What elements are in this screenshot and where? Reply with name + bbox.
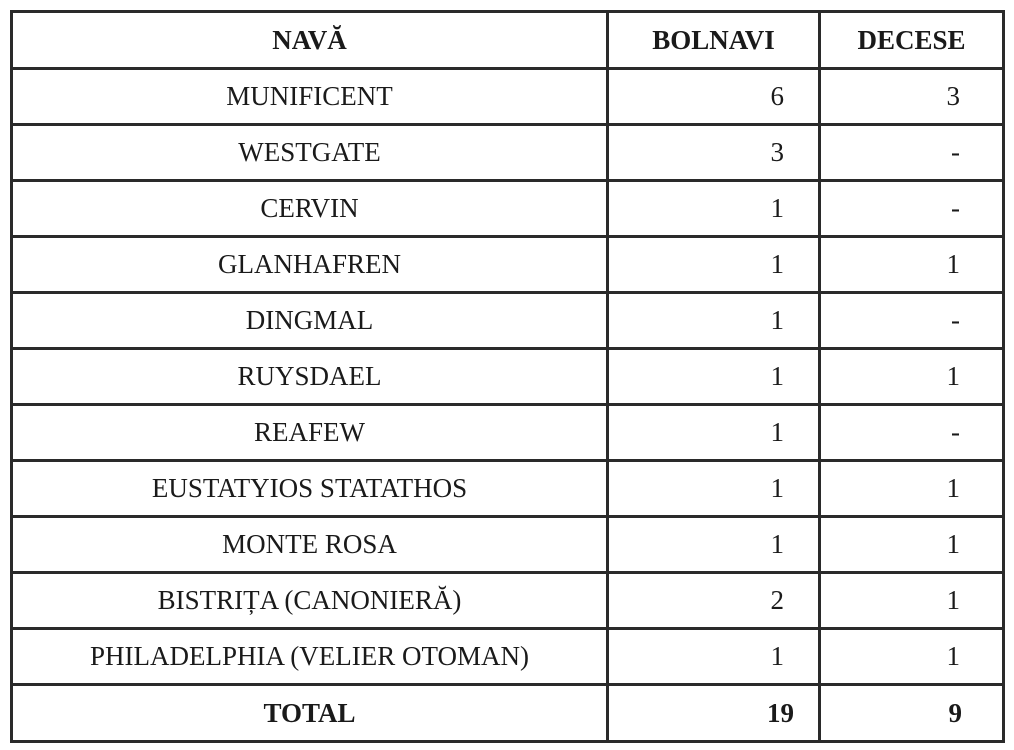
death-count: 1 xyxy=(820,629,1004,685)
table-row xyxy=(12,181,1004,237)
death-count: 1 xyxy=(820,517,1004,573)
total-deaths: 9 xyxy=(820,685,1004,742)
ship-name: GLANHAFREN xyxy=(12,237,608,293)
ship-name: EUSTATYIOS STATATHOS xyxy=(12,461,608,517)
sick-count: 1 xyxy=(608,405,820,461)
sick-count: 1 xyxy=(608,629,820,685)
header-deaths: DECESE xyxy=(820,12,1004,69)
table-row xyxy=(12,461,1004,517)
death-count: 1 xyxy=(820,237,1004,293)
sick-count: 1 xyxy=(608,293,820,349)
sick-count: 6 xyxy=(608,69,820,125)
header-sick: BOLNAVI xyxy=(608,12,820,69)
table-row xyxy=(12,237,1004,293)
table-row xyxy=(12,293,1004,349)
death-count: 3 xyxy=(820,69,1004,125)
total-row xyxy=(12,685,1004,742)
death-count: - xyxy=(820,293,1004,349)
death-count: - xyxy=(820,181,1004,237)
ships-table xyxy=(10,10,1005,743)
ship-name: MUNIFICENT xyxy=(12,69,608,125)
ship-name: RUYSDAEL xyxy=(12,349,608,405)
header-ship: NAVĂ xyxy=(12,12,608,69)
ship-name: REAFEW xyxy=(12,405,608,461)
sick-count: 1 xyxy=(608,349,820,405)
death-count: 1 xyxy=(820,461,1004,517)
ship-name: WESTGATE xyxy=(12,125,608,181)
death-count: - xyxy=(820,125,1004,181)
ship-name: MONTE ROSA xyxy=(12,517,608,573)
table-row xyxy=(12,349,1004,405)
sick-count: 1 xyxy=(608,517,820,573)
sick-count: 1 xyxy=(608,181,820,237)
sick-count: 3 xyxy=(608,125,820,181)
death-count: 1 xyxy=(820,573,1004,629)
sick-count: 1 xyxy=(608,461,820,517)
sick-count: 1 xyxy=(608,237,820,293)
ship-name: CERVIN xyxy=(12,181,608,237)
ship-name: PHILADELPHIA (VELIER OTOMAN) xyxy=(12,629,608,685)
header-row xyxy=(12,12,1004,69)
table-row xyxy=(12,69,1004,125)
sick-count: 2 xyxy=(608,573,820,629)
table-row xyxy=(12,573,1004,629)
table-row xyxy=(12,405,1004,461)
total-label: TOTAL xyxy=(12,685,608,742)
ship-name: BISTRIȚA (CANONIERĂ) xyxy=(12,573,608,629)
table-row xyxy=(12,629,1004,685)
total-sick: 19 xyxy=(608,685,820,742)
table-row xyxy=(12,125,1004,181)
death-count: - xyxy=(820,405,1004,461)
death-count: 1 xyxy=(820,349,1004,405)
table-row xyxy=(12,517,1004,573)
ship-name: DINGMAL xyxy=(12,293,608,349)
